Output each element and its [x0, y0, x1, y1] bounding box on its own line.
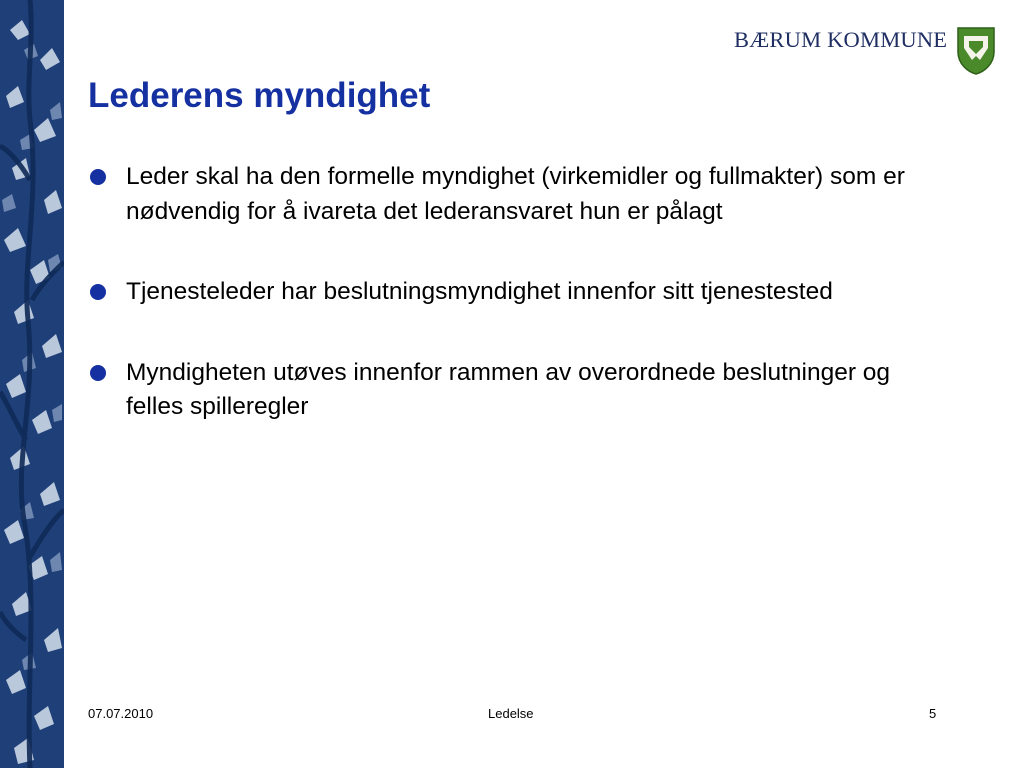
slide-title: Lederens myndighet — [88, 76, 431, 115]
bullet-dot-icon — [90, 169, 106, 185]
bullet-text: Tjenesteleder har beslutningsmyndighet innenfor sitt tjenestested — [126, 278, 833, 305]
bullet-item — [88, 275, 908, 310]
tree-silhouette-image — [0, 0, 64, 768]
baerum-kommune-logo — [734, 26, 1004, 78]
bullet-list — [88, 160, 908, 425]
footer-title: Ledelse — [488, 706, 534, 721]
logo-wordmark: BÆRUM KOMMUNE — [734, 27, 948, 52]
page-number: 5 — [929, 706, 937, 721]
bullet-item — [88, 356, 908, 425]
bullet-item — [88, 160, 908, 229]
coat-of-arms-shield-icon — [956, 26, 996, 76]
bullet-dot-icon — [90, 284, 106, 300]
bullet-text: Myndigheten utøves innenfor rammen av overordnede beslutninger og felles spilleregler — [126, 358, 891, 420]
bullet-dot-icon — [90, 365, 106, 381]
bullet-text: Leder skal ha den formelle myndighet (virkemidler og fullmakter) som er nødvendig for å ivareta det lederansvaret hun er pålagt — [126, 163, 905, 225]
footer-date: 07.07.2010 — [88, 706, 154, 721]
decorative-tree-band — [0, 0, 64, 768]
